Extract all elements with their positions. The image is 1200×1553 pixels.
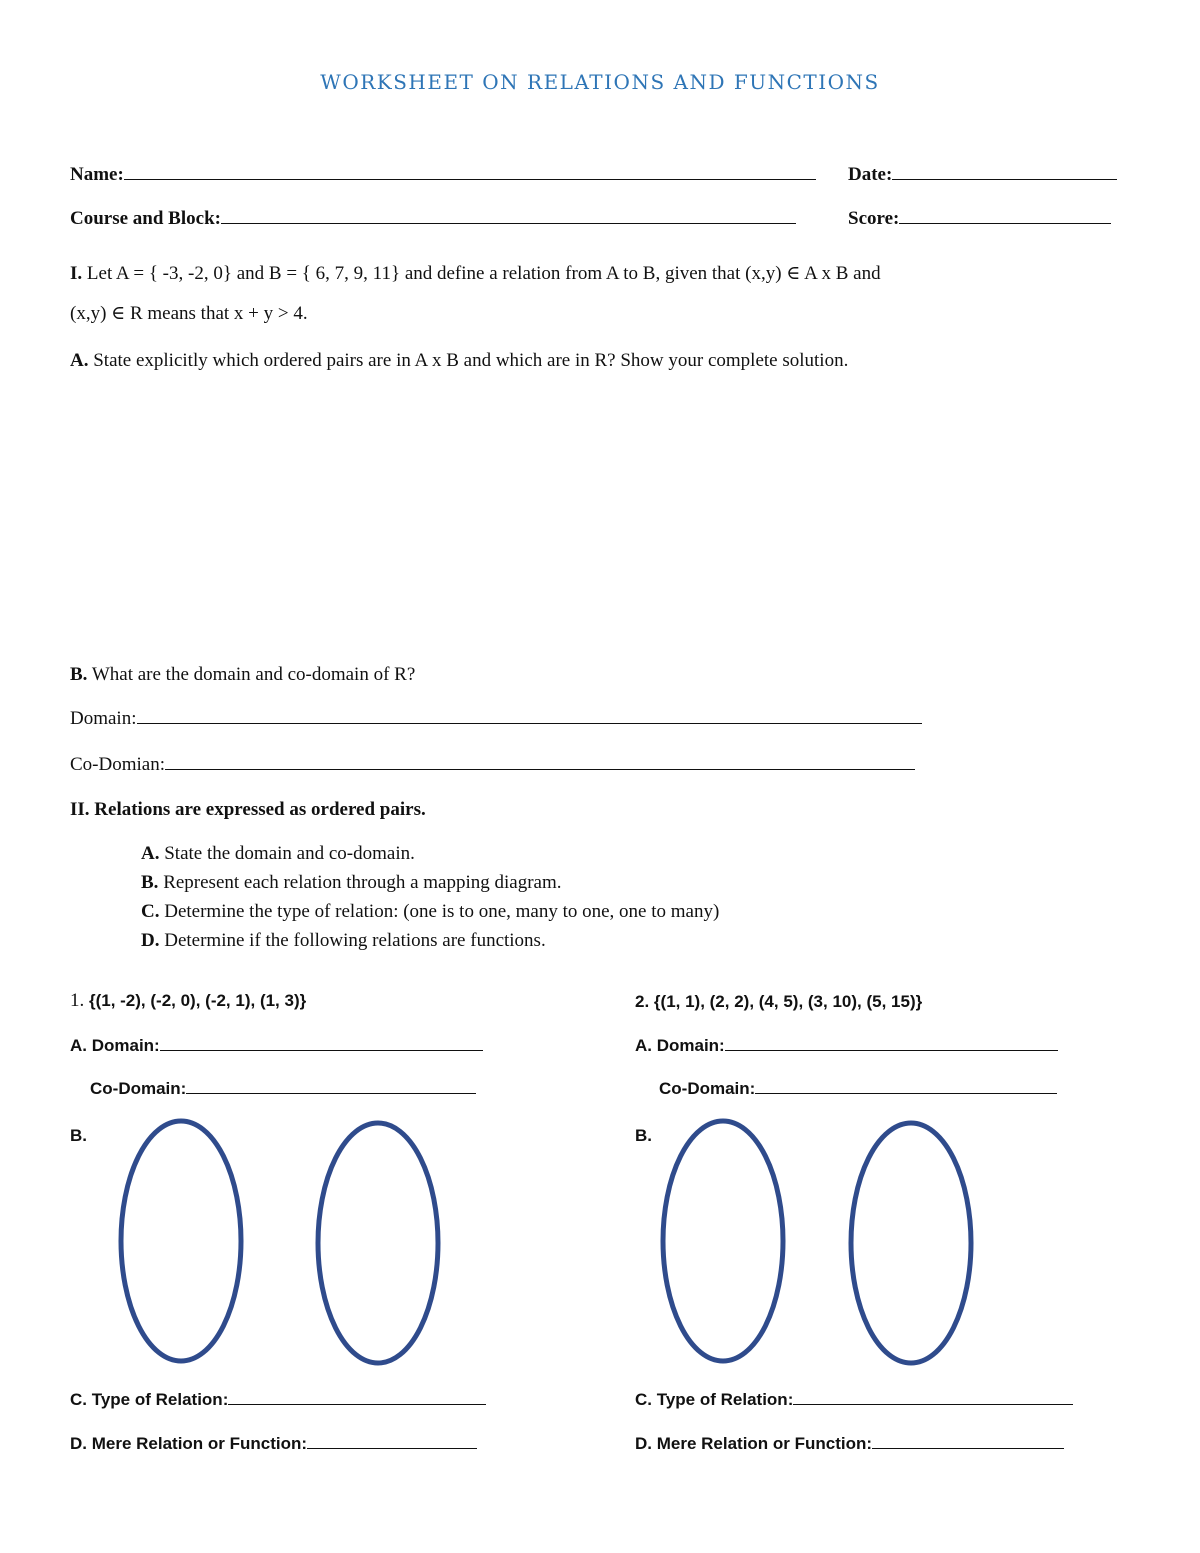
- part1-number: I.: [70, 263, 83, 284]
- codomain-label: Co-Domain:: [90, 1079, 187, 1098]
- problem-1-domain-oval[interactable]: [121, 1121, 241, 1361]
- problem-set: {(1, 1), (2, 2), (4, 5), (3, 10), (5, 15)}: [649, 992, 923, 1011]
- type-blank[interactable]: [228, 1390, 486, 1405]
- function-blank[interactable]: [872, 1434, 1064, 1449]
- problem-2-codomain-field[interactable]: [659, 1079, 1057, 1099]
- problem-set: {(1, -2), (-2, 0), (-2, 1), (1, 3)}: [84, 991, 307, 1010]
- codomain-label: Co-Domain:: [659, 1079, 756, 1098]
- instruction-letter: A.: [141, 843, 160, 864]
- problem-2-title: [635, 992, 922, 1012]
- function-blank[interactable]: [307, 1434, 477, 1449]
- page-title: WORKSHEET ON RELATIONS AND FUNCTIONS: [320, 70, 880, 94]
- instruction-text: Determine if the following relations are functions.: [159, 930, 546, 951]
- date-label: Date:: [848, 164, 893, 185]
- instruction-text: Represent each relation through a mapping diagram.: [158, 872, 562, 893]
- problem-2-domain-field[interactable]: [635, 1036, 1058, 1056]
- codomain-label: Co-Domian:: [70, 754, 165, 775]
- problem-2-domain-oval[interactable]: [663, 1121, 783, 1361]
- problem-2-function-field[interactable]: [635, 1434, 1064, 1454]
- type-label: C. Type of Relation:: [70, 1390, 229, 1409]
- type-label: C. Type of Relation:: [635, 1390, 794, 1409]
- qa-label: A.: [70, 350, 89, 371]
- function-label: D. Mere Relation or Function:: [70, 1434, 308, 1453]
- domain-label: Domain:: [70, 708, 137, 729]
- codomain-blank[interactable]: [755, 1079, 1057, 1094]
- domain-label: A. Domain:: [635, 1036, 725, 1055]
- qa-text: State explicitly which ordered pairs are in A x B and which are in R? Show your complete solution.: [88, 350, 849, 371]
- domain-label: A. Domain:: [70, 1036, 160, 1055]
- instruction-text: State the domain and co-domain.: [159, 843, 415, 864]
- part1-text-line1: Let A = { -3, -2, 0} and B = { 6, 7, 9, 11} and define a relation from A to B, given that (x,y) ∈ A x B and: [82, 263, 881, 284]
- course-label: Course and Block:: [70, 208, 221, 229]
- problem-1-function-field[interactable]: [70, 1434, 477, 1454]
- problem-2-b-label: B.: [635, 1126, 652, 1145]
- problem-2-codomain-oval[interactable]: [851, 1123, 971, 1363]
- domain-blank[interactable]: [725, 1036, 1058, 1051]
- qb-label: B.: [70, 664, 88, 685]
- part2-heading: II. Relations are expressed as ordered pairs.: [70, 799, 426, 820]
- function-label: D. Mere Relation or Function:: [635, 1434, 873, 1453]
- instruction-letter: B.: [141, 872, 159, 893]
- name-label: Name:: [70, 164, 124, 185]
- problem-number: 1.: [70, 990, 85, 1011]
- instruction-text: Determine the type of relation: (one is to one, many to one, one to many): [159, 901, 720, 922]
- problem-1-b-label: B.: [70, 1126, 87, 1145]
- instruction-letter: D.: [141, 930, 160, 951]
- part1-statement-line2: (x,y) ∈ R means that x + y > 4.: [70, 303, 308, 324]
- problem-1-type-field[interactable]: [70, 1390, 486, 1410]
- score-label: Score:: [848, 208, 900, 229]
- qb-text: What are the domain and co-domain of R?: [87, 664, 416, 685]
- problem-number: 2.: [635, 992, 650, 1011]
- problem-2-type-field[interactable]: [635, 1390, 1073, 1410]
- problem-1-codomain-oval[interactable]: [318, 1123, 438, 1363]
- instruction-letter: C.: [141, 901, 160, 922]
- type-blank[interactable]: [793, 1390, 1073, 1405]
